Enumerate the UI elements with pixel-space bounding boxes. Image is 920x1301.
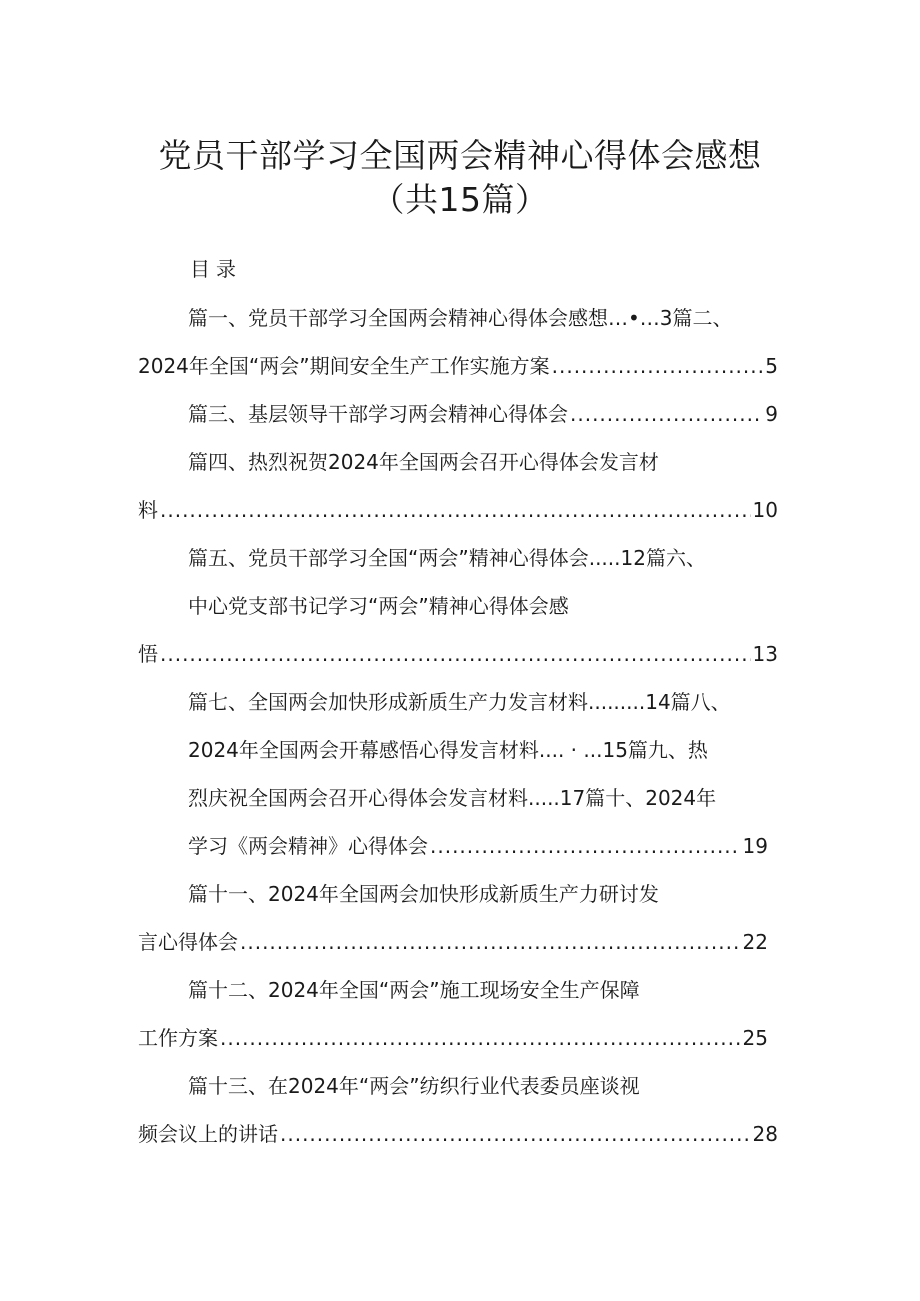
toc-leader-dots <box>240 928 741 956</box>
toc-entry-title: 言心得体会 <box>138 930 238 954</box>
toc-entry[interactable] <box>138 496 778 524</box>
toc-line-text: 篇十三、在2024年“两会”纺织行业代表委员座谈视 <box>188 1074 640 1098</box>
toc-page-number: 13 <box>752 642 778 666</box>
toc-line <box>188 544 788 572</box>
toc-line-text: 2024年全国两会开幕感悟心得发言材料.... · ...15篇九、热 <box>188 738 708 762</box>
toc-entry-title: 频会议上的讲话 <box>138 1122 278 1146</box>
toc-entry-title: 学习《两会精神》心得体会 <box>188 834 428 858</box>
toc-line <box>188 880 784 908</box>
toc-leader-dots <box>570 400 763 428</box>
toc-line <box>188 976 784 1004</box>
toc-line-text: 烈庆祝全国两会召开心得体会发言材料.....17篇十、2024年 <box>188 786 717 810</box>
toc-page-number: 25 <box>742 1026 768 1050</box>
toc-line-text: 篇五、党员干部学习全国“两会”精神心得体会.....12篇六、 <box>188 546 706 570</box>
toc-leader-dots <box>552 352 764 380</box>
toc-leader-dots <box>160 496 751 524</box>
toc-line-text: 篇一、党员干部学习全国两会精神心得体会感想…•…3篇二、 <box>188 306 733 330</box>
toc-page-number: 10 <box>752 498 778 522</box>
toc-line <box>188 304 784 332</box>
toc-page-number: 19 <box>742 834 768 858</box>
toc-leader-dots <box>280 1120 751 1148</box>
toc-entry-title: 工作方案 <box>138 1026 218 1050</box>
toc-line-text: 篇四、热烈祝贺2024年全国两会召开心得体会发言材 <box>188 450 659 474</box>
toc-entry[interactable] <box>138 928 768 956</box>
toc-page-number: 9 <box>765 402 778 426</box>
document-subtitle: （共15篇） <box>371 180 549 219</box>
toc-entry-title: 料 <box>138 498 158 522</box>
toc-line <box>188 784 788 812</box>
toc-entry[interactable] <box>138 1024 768 1052</box>
toc-line <box>188 688 788 716</box>
toc-line <box>188 736 788 764</box>
toc-line-text: 篇十一、2024年全国两会加快形成新质生产力研讨发 <box>188 882 659 906</box>
toc-page-number: 28 <box>752 1122 778 1146</box>
toc-page-number: 22 <box>742 930 768 954</box>
toc-line <box>188 448 784 476</box>
toc-entry-title: 2024年全国“两会”期间安全生产工作实施方案 <box>138 354 550 378</box>
toc-entry-title: 篇三、基层领导干部学习两会精神心得体会 <box>188 402 568 426</box>
toc-entry[interactable] <box>138 640 778 668</box>
toc-line <box>188 592 784 620</box>
toc-page-number: 5 <box>765 354 778 378</box>
toc-heading: 目录 <box>190 257 242 281</box>
toc-line-text: 中心党支部书记学习“两会”精神心得体会感 <box>188 594 569 618</box>
toc-entry[interactable] <box>188 400 778 428</box>
toc-entry[interactable] <box>138 1120 778 1148</box>
toc-entry[interactable] <box>138 352 778 380</box>
toc-line-text: 篇十二、2024年全国“两会”施工现场安全生产保障 <box>188 978 640 1002</box>
toc-entry-title: 悟 <box>138 642 158 666</box>
toc-leader-dots <box>220 1024 741 1052</box>
document-title: 党员干部学习全国两会精神心得体会感想 <box>158 136 762 175</box>
toc-entry[interactable] <box>188 832 768 860</box>
toc-line <box>188 1072 784 1100</box>
toc-leader-dots <box>430 832 741 860</box>
toc-line-text: 篇七、全国两会加快形成新质生产力发言材料.........14篇八、 <box>188 690 731 714</box>
toc-leader-dots <box>160 640 751 668</box>
